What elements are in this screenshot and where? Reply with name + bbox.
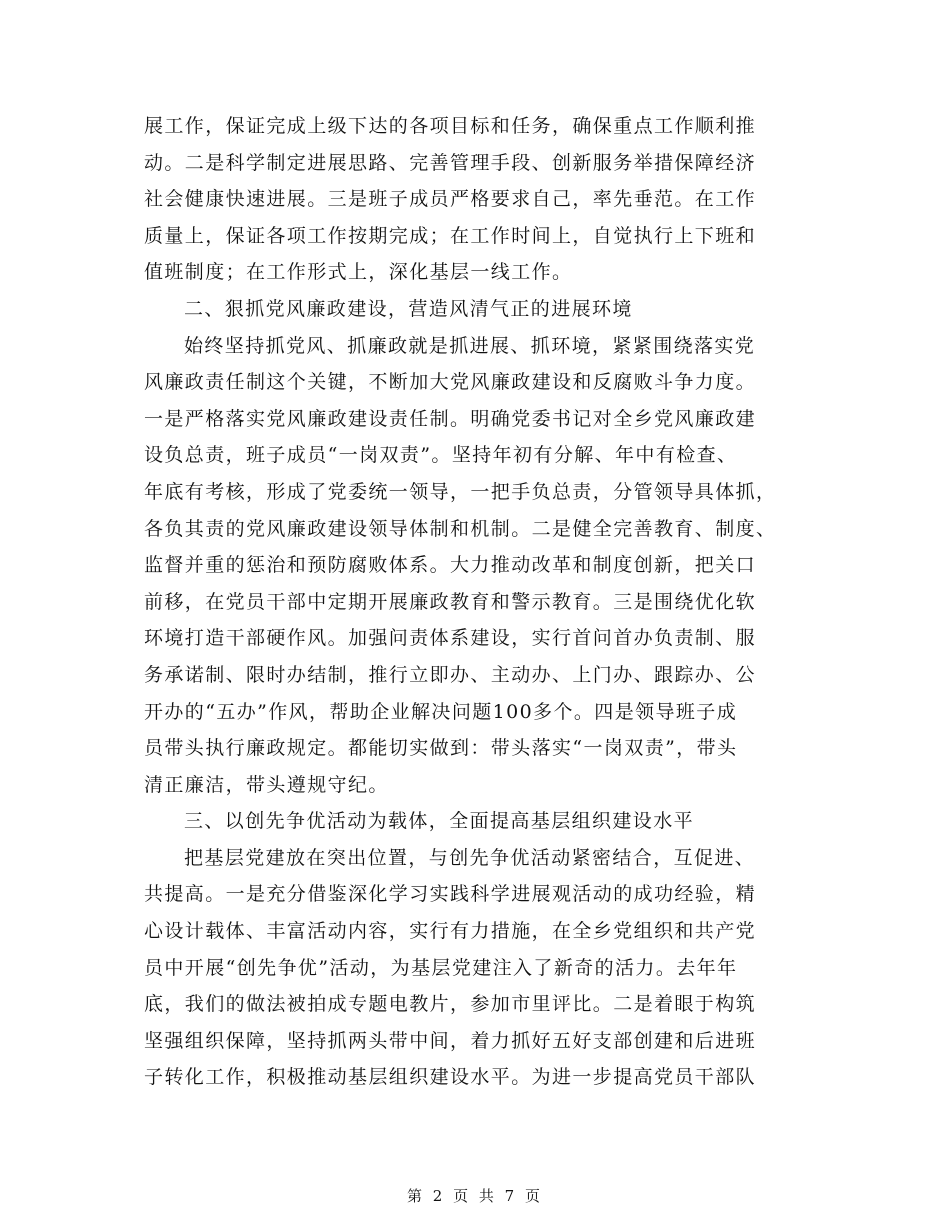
page-number-footer: 第 2 页 共 7 页 [407,1187,543,1205]
text-line: 底，我们的做法被拍成专题电教片，参加市里评比。二是着眼于构筑 [144,993,757,1016]
text-line: 共提高。一是充分借鉴深化学习实践科学进展观活动的成功经验，精 [144,883,757,906]
text-line: 年底有考核，形成了党委统一领导，一把手负总责，分管领导具体抓， [144,480,777,503]
section-heading: 二、狠抓党风廉政建设，营造风清气正的进展环境 [184,297,633,320]
text-line: 风廉政责任制这个关键，不断加大党风廉政建设和反腐败斗争力度。 [144,371,757,394]
text-line: 前移，在党员干部中定期开展廉政教育和警示教育。三是围绕优化软 [144,590,757,613]
text-line: 一是严格落实党风廉政建设责任制。明确党委书记对全乡党风廉政建 [144,407,757,430]
text-line: 质量上，保证各项工作按期完成；在工作时间上，自觉执行上下班和 [144,224,757,247]
text-line: 清正廉洁，带头遵规守纪。 [144,773,389,796]
text-line: 务承诺制、限时办结制，推行立即办、主动办、上门办、跟踪办、公 [144,663,757,686]
paragraph-start-line: 始终坚持抓党风、抓廉政就是抓进展、抓环境，紧紧围绕落实党 [184,334,756,357]
text-line: 各负其责的党风廉政建设领导体制和机制。二是健全完善教育、制度、 [144,517,777,540]
text-line: 坚强组织保障，坚持抓两头带中间，着力抓好五好支部创建和后进班 [144,1029,757,1052]
text-line: 值班制度；在工作形式上，深化基层一线工作。 [144,261,573,284]
text-line: 监督并重的惩治和预防腐败体系。大力推动改革和制度创新，把关口 [144,554,757,577]
document-body [144,108,806,1096]
text-line: 展工作，保证完成上级下达的各项目标和任务，确保重点工作顺利推 [144,115,757,137]
text-line: 心设计载体、丰富活动内容，实行有力措施，在全乡党组织和共产党 [144,920,757,943]
section-heading: 三、以创先争优活动为载体，全面提高基层组织建设水平 [184,810,695,833]
paragraph-start-line: 把基层党建放在突出位置，与创先争优活动紧密结合，互促进、 [184,846,756,869]
text-line: 环境打造干部硬作风。加强问责体系建设，实行首问首办负责制、服 [144,627,757,650]
text-line: 设负总责，班子成员“一岗双责”。坚持年初有分解、年中有检查、 [144,444,738,467]
text-line: 员中开展“创先争优”活动，为基层党建注入了新奇的活力。去年年 [144,956,738,979]
text-line: 开办的“五办”作风，帮助企业解决问题100多个。四是领导班子成 [144,700,738,723]
text-line: 子转化工作，积极推动基层组织建设水平。为进一步提高党员干部队 [144,1066,757,1089]
text-line: 动。二是科学制定进展思路、完善管理手段、创新服务举措保障经济 [144,151,757,174]
text-line: 社会健康快速进展。三是班子成员严格要求自己，率先垂范。在工作 [144,188,757,211]
text-line: 员带头执行廉政规定。都能切实做到：带头落实“一岗双责”，带头 [144,737,738,760]
